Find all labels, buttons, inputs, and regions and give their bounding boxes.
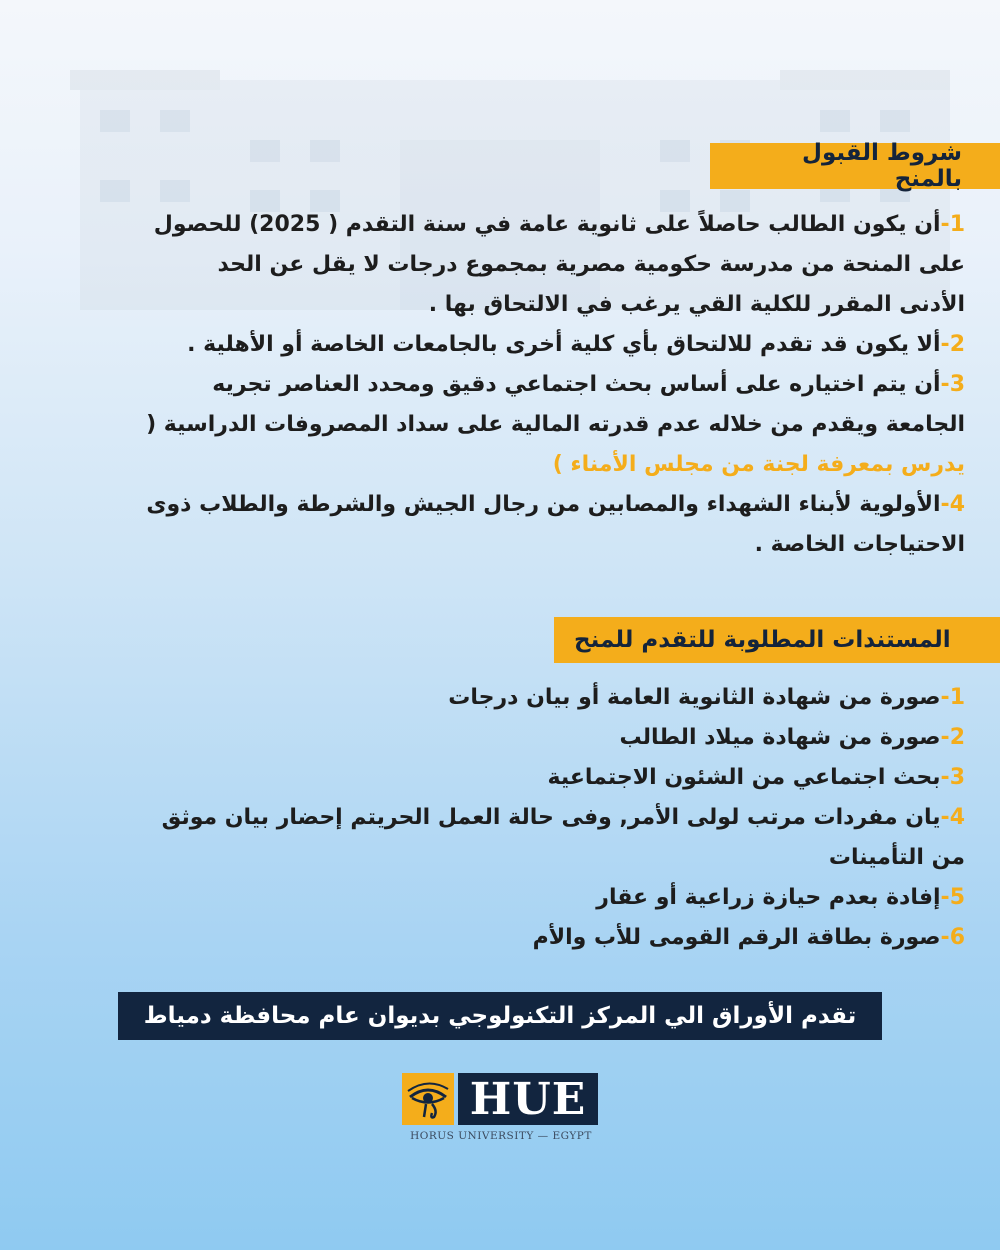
item-number: 3-	[940, 372, 965, 397]
item-number: 1-	[940, 212, 965, 237]
item-text: أن يتم اختياره على أساس بحث اجتماعي دقيق ومحدد العناصر تجريه الجامعة ويقدم من خلاله عدم قدرته المالية على سداد المصروفات الدراسية (	[146, 372, 965, 437]
list-item	[135, 878, 965, 918]
item-number: 2-	[940, 332, 965, 357]
item-text: صورة بطاقة الرقم القومى للأب والأم	[532, 925, 941, 950]
item-text: ألا يكون قد تقدم للالتحاق بأي كلية أخرى بالجامعات الخاصة أو الأهلية .	[187, 332, 941, 357]
hue-logo	[402, 1073, 600, 1153]
list-item	[135, 798, 965, 878]
list-item	[145, 365, 965, 485]
list-item	[135, 678, 965, 718]
item-number: 1-	[940, 685, 965, 710]
section2-title: المستندات المطلوبة للتقدم للمنح	[554, 617, 1000, 663]
documents-list	[135, 678, 965, 958]
list-item	[135, 718, 965, 758]
item-text: أن يكون الطالب حاصلاً على ثانوية عامة في سنة التقدم ( 2025) للحصول على المنحة من مدرسة حكومية مصرية بمجموع درجات لا يقل عن الحد الأدنى المقرر للكلية القي يرغب في الالتحاق بها .	[153, 212, 965, 317]
submission-note: تقدم الأوراق الي المركز التكنولوجي بديوان عام محافظة دمياط	[118, 992, 882, 1040]
item-highlight: يدرس بمعرفة لجنة من مجلس الأمناء )	[552, 452, 965, 477]
item-text: يان مفردات مرتب لولى الأمر, وفى حالة العمل الحريتم إحضار بيان موثق من التأمينات	[161, 805, 965, 870]
eye-of-horus-icon	[402, 1073, 454, 1125]
item-number: 4-	[940, 805, 965, 830]
item-number: 4-	[940, 492, 965, 517]
item-text: بحث اجتماعي من الشئون الاجتماعية	[547, 765, 941, 790]
list-item	[135, 918, 965, 958]
item-text: الأولوية لأبناء الشهداء والمصابين من رجال الجيش والشرطة والطلاب ذوى الاحتياجات الخاصة .	[146, 492, 965, 557]
item-number: 3-	[940, 765, 965, 790]
item-text: صورة من شهادة ميلاد الطالب	[619, 725, 941, 750]
logo-subtitle: HORUS UNIVERSITY — EGYPT	[410, 1130, 592, 1142]
item-number: 5-	[940, 885, 965, 910]
item-number: 6-	[940, 925, 965, 950]
section1-title: شروط القبول بالمنح	[710, 143, 1000, 189]
item-text: صورة من شهادة الثانوية العامة أو بيان درجات	[448, 685, 941, 710]
conditions-list	[145, 205, 965, 565]
item-number: 2-	[940, 725, 965, 750]
list-item	[145, 205, 965, 325]
logo-wordmark: HUE	[458, 1073, 598, 1125]
list-item	[145, 325, 965, 365]
item-text: إفادة بعدم حيازة زراعية أو عقار	[596, 885, 941, 910]
list-item	[135, 758, 965, 798]
list-item	[145, 485, 965, 565]
